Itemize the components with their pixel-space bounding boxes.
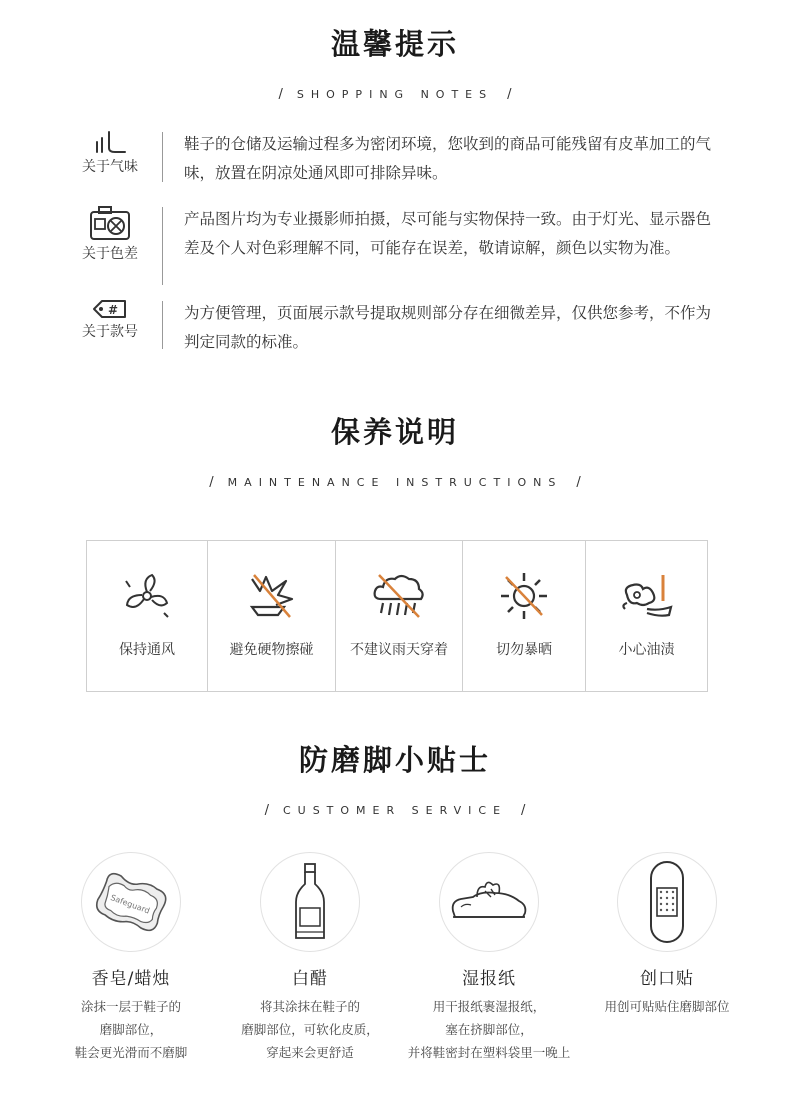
no-impact-icon [246, 571, 298, 621]
note-label-style-number: 关于款号 [82, 324, 138, 340]
notes-subtitle: / SHOPPING NOTES / [278, 87, 512, 102]
camera-icon [89, 205, 131, 241]
tip-desc-line: 将其涂抹在鞋子的 [259, 999, 360, 1014]
tip-desc-line: 用创可贴贴住磨脚部位 [604, 999, 730, 1014]
tip-icon-circle [260, 852, 360, 952]
maintenance-item-ventilate [87, 541, 208, 691]
tip-title: 白醋 [292, 969, 328, 989]
tip-desc-line: 磨脚部位， [99, 1022, 163, 1037]
maintenance-label: 不建议雨天穿着 [350, 642, 448, 658]
maintenance-subtitle: / MAINTENANCE INSTRUCTIONS / [209, 475, 581, 490]
oil-stain-icon [619, 571, 675, 621]
tip-icon-circle [439, 852, 539, 952]
vinegar-bottle-icon [290, 862, 330, 942]
tips-subtitle: / CUSTOMER SERVICE / [264, 803, 526, 818]
maintenance-label: 切勿暴晒 [496, 642, 552, 658]
soap-brand-text: Safeguard [109, 893, 151, 916]
tip-desc [400, 995, 578, 1064]
note-label-color: 关于色差 [82, 246, 138, 262]
tip-icon-circle [81, 852, 181, 952]
tip-desc-line: 并将鞋密封在塑料袋里一晚上 [407, 1045, 571, 1060]
tip-desc [42, 995, 220, 1064]
note-text-smell: 鞋子的仓储及运输过程多为密闭环境，您收到的商品可能残留有皮革加工的气味，放置在阴凉处通风即可排除异味。 [184, 135, 712, 182]
tip-title: 湿报纸 [462, 969, 516, 989]
maintenance-item-oil-stain [586, 541, 707, 691]
smell-icon [93, 130, 127, 154]
maintenance-item-no-impact [208, 541, 336, 691]
maintenance-item-no-sun [463, 541, 586, 691]
divider [162, 132, 163, 182]
note-label-smell: 关于气味 [82, 159, 138, 175]
notes-title: 温馨提示 [330, 27, 459, 61]
tip-icon-circle [617, 852, 717, 952]
note-text-style-number: 为方便管理，页面展示款号提取规则部分存在细微差异，仅供您参考，不作为判定同款的标准。 [184, 304, 712, 351]
tip-desc-line: 磨脚部位，可软化皮质， [241, 1022, 379, 1037]
tip-title: 创口贴 [640, 969, 694, 989]
wet-paper-icon [447, 877, 531, 927]
note-text-color: 产品图片均为专业摄影师拍摄，尽可能与实物保持一致。由于灯光、显示器色差及个人对色彩理解不同，可能存在误差，敬请谅解，颜色以实物为准。 [184, 210, 712, 257]
maintenance-label: 保持通风 [119, 642, 175, 658]
tip-title: 香皂/蜡烛 [91, 969, 171, 989]
tip-desc-line: 鞋会更光滑而不磨脚 [74, 1045, 188, 1060]
tip-bandage [578, 852, 756, 1018]
bandage-icon [647, 860, 687, 944]
no-sun-icon [498, 571, 550, 621]
maintenance-grid [86, 540, 708, 692]
tip-desc [221, 995, 399, 1064]
maintenance-title: 保养说明 [330, 415, 459, 449]
tip-desc-line: 塞在挤脚部位， [445, 1022, 533, 1037]
maintenance-label: 小心油渍 [618, 642, 675, 658]
tip-desc-line: 用干报纸裹湿报纸， [432, 999, 546, 1014]
tag-icon [92, 299, 128, 319]
tips-title: 防磨脚小贴士 [298, 743, 491, 777]
tip-vinegar [221, 852, 399, 1064]
divider [162, 301, 163, 349]
tip-desc-line: 穿起来会更舒适 [266, 1045, 354, 1060]
divider [162, 207, 163, 285]
maintenance-label: 避免硬物擦碰 [229, 642, 314, 658]
no-rain-icon [371, 571, 427, 621]
maintenance-item-no-rain [336, 541, 463, 691]
soap-icon [89, 867, 173, 937]
tip-desc-line: 涂抹一层于鞋子的 [80, 999, 181, 1014]
fan-icon [122, 571, 172, 621]
tip-wet-paper [400, 852, 578, 1064]
tip-desc [578, 995, 756, 1018]
tip-soap [42, 852, 220, 1064]
svg-text:#: # [108, 303, 119, 317]
